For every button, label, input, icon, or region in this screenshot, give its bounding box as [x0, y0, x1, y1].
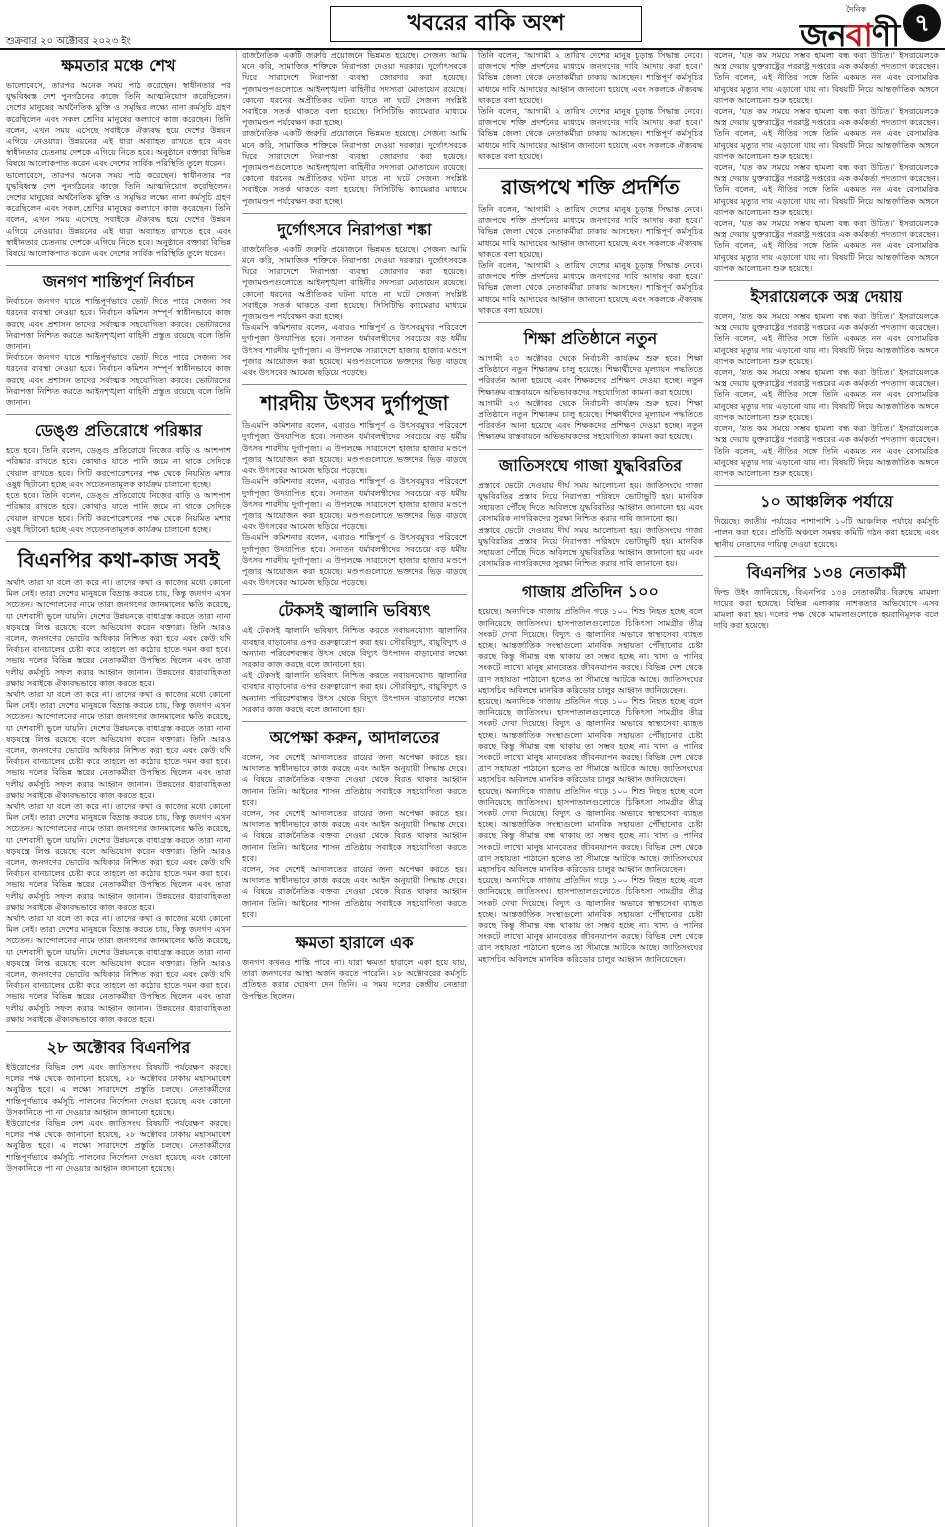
headline-17: বিএনপির ১৩৪ নেতাকর্মী: [746, 562, 907, 582]
article-12-body-cont: আগামী ২৩ অক্টোবর থেকে নির্বাচনী কার্যক্রম শুরু হবে। শিক্ষা প্রতিষ্ঠানে নতুন শিক্ষাক্রম চালু হয়েছে। শিক্ষার্থীদের মূল্যায়ন পদ্ধতিতে পরিবর্তন আনা হয়েছে এবং শিক্ষকদের প্রশিক্ষণ দেওয়া হচ্ছে। নতুন শিক্ষাক্রম বাস্তবায়নে অভিভাবকদের সহযোগিতা কামনা করা হয়েছে।: [478, 397, 703, 442]
section-title: খবরের বাকি অংশ: [330, 6, 642, 42]
article-11-body: তিনি বলেন, 'আগামী ২ তারিখ দেশের মানুষ চূড়ান্ত সিদ্ধান্ত নেবে। রাজপথে শক্তি প্রদর্শনের মাধ্যমে জনগণের দাবি আদায় করা হবে।' বিভিন্ন জেলা থেকে নেতাকর্মীরা ঢাকায় আসছেন। শান্তিপূর্ণ কর্মসূচির মাধ্যমে দাবি আদায়ের আহ্বান জানানো হয়েছে এবং সকলকে ঐক্যবদ্ধ থাকতে বলা হয়েছে।: [478, 204, 703, 259]
article-4-body: অর্থাৎ তারা যা বলে তা করে না। তাদের কথা ও কাজের মধ্যে কোনো মিল নেই। তারা দেশের মানুষকে বিভ্রান্ত করতে চায়, কিন্তু জনগণ এখন সচেতন। আন্দোলনের নামে তারা জনগণের জানমালের ক্ষতি করেছে, যা দেশবাসী ভুলে যায়নি। দেশের উন্নয়নকে বাধাগ্রস্ত করতে তারা নানা ষড়যন্ত্রে লিপ্ত রয়েছে বলে অভিযোগ করেন বক্তারা। তিনি আরও বলেন, জনগণের ভোটের অধিকার নিশ্চিত করা হবে এবং কেউ যদি নির্বাচন বানচালের চেষ্টা করে তাহলে তা কঠোর হাতে দমন করা হবে। সভায় দলের বিভিন্ন স্তরের নেতাকর্মীরা উপস্থিত ছিলেন এবং তারা দলীয় কর্মসূচি সফল করার আহ্বান জানান। উন্নয়নের ধারাবাহিকতা রক্ষায় সবাইকে ঐক্যবদ্ধভাবে কাজ করতে হবে।: [6, 576, 231, 688]
article-6-lead-cont: রাজনৈতিক একটি জরুরি প্রয়োজনে ভিন্নমত হয়েছে। সেজন্য আমি মনে করি, সামাজিক শক্তিকে নিরাপত্তা দেওয়া দরকার। দুর্গোৎসবকে ঘিরে সারাদেশে নিরাপত্তা ব্যবস্থা জোরদার করা হয়েছে। পূজামণ্ডপগুলোতে আইনশৃঙ্খলা বাহিনীর সদস্যরা মোতায়েন রয়েছে। কোনো ধরনের অপ্রীতিকর ঘটনা যাতে না ঘটে সেজন্য সংশ্লিষ্ট সবাইকে সতর্ক থাকতে বলা হয়েছে। সিসিটিভি ক্যামেরার মাধ্যমে পূজামণ্ডপ পর্যবেক্ষণ করা হচ্ছে।: [242, 128, 467, 206]
column-3: [478, 50, 703, 1527]
headline-12: শিক্ষা প্রতিষ্ঠানে নতুন: [523, 329, 658, 349]
page-header: [0, 0, 945, 54]
article-7-body: ডিএমপি কমিশনার বলেন, এবারও শান্তিপূর্ণ ও উৎসবমুখর পরিবেশে দুর্গাপূজা উদযাপিত হবে। সনাতন ধর্মাবলম্বীদের সবচেয়ে বড় ধর্মীয় উৎসব শারদীয় দুর্গাপূজা। এ উপলক্ষে সারাদেশে হাজার হাজার মণ্ডপে পূজার আয়োজন করা হয়েছে। মণ্ডপগুলোতে ভক্তদের ভিড় বাড়ছে এবং উৎসবের আমেজ ছড়িয়ে পড়েছে।: [242, 420, 467, 476]
article-4-body-cont2: অর্থাৎ তারা যা বলে তা করে না। তাদের কথা ও কাজের মধ্যে কোনো মিল নেই। তারা দেশের মানুষকে বিভ্রান্ত করতে চায়, কিন্তু জনগণ এখন সচেতন। আন্দোলনের নামে তারা জনগণের জানমালের ক্ষতি করেছে, যা দেশবাসী ভুলে যায়নি। দেশের উন্নয়নকে বাধাগ্রস্ত করতে তারা নানা ষড়যন্ত্রে লিপ্ত রয়েছে বলে অভিযোগ করেন বক্তারা। তিনি আরও বলেন, জনগণের ভোটের অধিকার নিশ্চিত করা হবে এবং কেউ যদি নির্বাচন বানচালের চেষ্টা করে তাহলে তা কঠোর হাতে দমন করা হবে। সভায় দলের বিভিন্ন স্তরের নেতাকর্মীরা উপস্থিত ছিলেন এবং তারা দলীয় কর্মসূচি সফল করার আহ্বান জানান। উন্নয়নের ধারাবাহিকতা রক্ষায় সবাইকে ঐক্যবদ্ধভাবে কাজ করতে হবে।: [6, 800, 231, 912]
headline-1: ক্ষমতার মঞ্চে শেখ: [61, 56, 176, 75]
column-1: [6, 50, 231, 1527]
article-7-body-cont2: ডিএমপি কমিশনার বলেন, এবারও শান্তিপূর্ণ ও উৎসবমুখর পরিবেশে দুর্গাপূজা উদযাপিত হবে। সনাতন ধর্মাবলম্বীদের সবচেয়ে বড় ধর্মীয় উৎসব শারদীয় দুর্গাপূজা। এ উপলক্ষে সারাদেশে হাজার হাজার মণ্ডপে পূজার আয়োজন করা হয়েছে। মণ্ডপগুলোতে ভক্তদের ভিড় বাড়ছে এবং উৎসবের আমেজ ছড়িয়ে পড়েছে।: [242, 532, 467, 588]
page-number-badge: ৭: [903, 4, 941, 42]
column-2: [242, 50, 467, 1527]
article-13-body-cont: প্রস্তাবে ভেটো দেওয়ায় দীর্ঘ সময় আলোচনা হয়। জাতিসংঘে গাজা যুদ্ধবিরতির প্রস্তাব নিয়ে নিরাপত্তা পরিষদে ভোটাভুটি হয়। মানবিক সহায়তা পৌঁছে দিতে অবিলম্বে যুদ্ধবিরতির আহ্বান জানানো হয় এবং বেসামরিক নাগরিকদের সুরক্ষা নিশ্চিত করার দাবি জানানো হয়।: [478, 524, 703, 569]
headline-2: জনগণ শান্তিপূর্ণ নির্বাচন: [42, 272, 195, 292]
article-16-body: দিয়েছে। জাতীয় পর্যায়ের পাশাপাশি ১০টি আঞ্চলিক পর্যায়ে কর্মসূচি পালন করা হবে। প্রতিটি অঞ্চলে সমন্বয় কমিটি গঠন করা হয়েছে এবং স্থানীয় নেতাদের দায়িত্ব দেওয়া হয়েছে।: [714, 516, 939, 549]
headline-16: ১০ আঞ্চলিক পর্যায়ে: [760, 492, 893, 512]
article-15-body: বলেন, 'যত কম সময়ে সম্ভব হামলা বন্ধ করা উচিত।' ইসরায়েলকে অস্ত্র দেয়ায় যুক্তরাষ্ট্রের পররাষ্ট্র দপ্তরের এক কর্মকর্তা পদত্যাগ করেছেন। তিনি বলেন, এই নীতির সঙ্গে তিনি একমত নন এবং বেসামরিক মানুষের মৃত্যুর দায় এড়ানো যায় না। বিষয়টি নিয়ে আন্তর্জাতিক অঙ্গনে ব্যাপক আলোচনা শুরু হয়েছে।: [714, 311, 939, 366]
headline-4: বিএনপির কথা-কাজ সবই: [17, 547, 220, 572]
headline-8: টেকসই জ্বালানি ভবিষ্যৎ: [278, 601, 431, 621]
headline-15: ইসরায়েলকে অস্ত্র দেয়ায়: [750, 287, 903, 307]
article-14-body: হয়েছে। অন্যদিকে গাজায় প্রতিদিন গড়ে ১০০ শিশু নিহত হচ্ছে বলে জানিয়েছে জাতিসংঘ। হাসপাতালগুলোতে চিকিৎসা সামগ্রীর তীব্র সংকট দেখা দিয়েছে। বিদ্যুৎ ও জ্বালানির অভাবে স্বাস্থ্যসেবা ব্যাহত হচ্ছে। আন্তর্জাতিক সংস্থাগুলো মানবিক সহায়তা পৌঁছানোর চেষ্টা করছে কিন্তু সীমান্ত বন্ধ থাকায় তা সম্ভব হচ্ছে না। খাদ্য ও পানির সংকটে লাখো মানুষ মানবেতর জীবনযাপন করছে। বিভিন্ন দেশ থেকে ত্রাণ সহায়তা পাঠানো হলেও তা সীমান্তে আটকে আছে। জাতিসংঘের মহাসচিব অবিলম্বে মানবিক করিডোর চালুর আহ্বান জানিয়েছেন।: [478, 606, 703, 695]
article-14-body-cont3: হয়েছে। অন্যদিকে গাজায় প্রতিদিন গড়ে ১০০ শিশু নিহত হচ্ছে বলে জানিয়েছে জাতিসংঘ। হাসপাতালগুলোতে চিকিৎসা সামগ্রীর তীব্র সংকট দেখা দিয়েছে। বিদ্যুৎ ও জ্বালানির অভাবে স্বাস্থ্যসেবা ব্যাহত হচ্ছে। আন্তর্জাতিক সংস্থাগুলো মানবিক সহায়তা পৌঁছানোর চেষ্টা করছে কিন্তু সীমান্ত বন্ধ থাকায় তা সম্ভব হচ্ছে না। খাদ্য ও পানির সংকটে লাখো মানুষ মানবেতর জীবনযাপন করছে। বিভিন্ন দেশ থেকে ত্রাণ সহায়তা পাঠানো হলেও তা সীমান্তে আটকে আছে। জাতিসংঘের মহাসচিব অবিলম্বে মানবিক করিডোর চালুর আহ্বান জানিয়েছেন।: [478, 875, 703, 964]
article-5-body: ইউরোপের বিভিন্ন দেশ এবং জাতিসংঘ বিষয়টি পর্যবেক্ষণ করছে। দলের পক্ষ থেকে জানানো হয়েছে, ২৮ অক্টোবর ঢাকায় মহাসমাবেশ অনুষ্ঠিত হবে। এ লক্ষ্যে সারাদেশে প্রস্তুতি চলছে। নেতাকর্মীদের শান্তিপূর্ণভাবে কর্মসূচি পালনের নির্দেশনা দেওয়া হয়েছে এবং কোনো উসকানিতে পা না দেওয়ার আহ্বান জানানো হয়েছে।: [6, 1062, 231, 1117]
article-6-body: রাজনৈতিক একটি জরুরি প্রয়োজনে ভিন্নমত হয়েছে। সেজন্য আমি মনে করি, সামাজিক শক্তিকে নিরাপত্তা দেওয়া দরকার। দুর্গোৎসবকে ঘিরে সারাদেশে নিরাপত্তা ব্যবস্থা জোরদার করা হয়েছে। পূজামণ্ডপগুলোতে আইনশৃঙ্খলা বাহিনীর সদস্যরা মোতায়েন রয়েছে। কোনো ধরনের অপ্রীতিকর ঘটনা যাতে না ঘটে সেজন্য সংশ্লিষ্ট সবাইকে সতর্ক থাকতে বলা হয়েছে। সিসিটিভি ক্যামেরার মাধ্যমে পূজামণ্ডপ পর্যবেক্ষণ করা হচ্ছে।: [242, 243, 467, 322]
headline-13: জাতিসংঘে গাজা যুদ্ধবিরতির: [498, 455, 683, 475]
column-divider: [472, 50, 473, 1527]
article-7-intro: ডিএমপি কমিশনার বলেন, এবারও শান্তিপূর্ণ ও উৎসবমুখর পরিবেশে দুর্গাপূজা উদযাপিত হবে। সনাতন ধর্মাবলম্বীদের সবচেয়ে বড় ধর্মীয় উৎসব শারদীয় দুর্গাপূজা। এ উপলক্ষে সারাদেশে হাজার হাজার মণ্ডপে পূজার আয়োজন করা হয়েছে। মণ্ডপগুলোতে ভক্তদের ভিড় বাড়ছে এবং উৎসবের আমেজ ছড়িয়ে পড়েছে।: [242, 322, 467, 378]
article-13-body: প্রস্তাবে ভেটো দেওয়ায় দীর্ঘ সময় আলোচনা হয়। জাতিসংঘে গাজা যুদ্ধবিরতির প্রস্তাব নিয়ে নিরাপত্তা পরিষদে ভোটাভুটি হয়। মানবিক সহায়তা পৌঁছে দিতে অবিলম্বে যুদ্ধবিরতির আহ্বান জানানো হয় এবং বেসামরিক নাগরিকদের সুরক্ষা নিশ্চিত করার দাবি জানানো হয়।: [478, 479, 703, 524]
column-4: [714, 50, 939, 1527]
article-14-body-cont: হয়েছে। অন্যদিকে গাজায় প্রতিদিন গড়ে ১০০ শিশু নিহত হচ্ছে বলে জানিয়েছে জাতিসংঘ। হাসপাতালগুলোতে চিকিৎসা সামগ্রীর তীব্র সংকট দেখা দিয়েছে। বিদ্যুৎ ও জ্বালানির অভাবে স্বাস্থ্যসেবা ব্যাহত হচ্ছে। আন্তর্জাতিক সংস্থাগুলো মানবিক সহায়তা পৌঁছানোর চেষ্টা করছে কিন্তু সীমান্ত বন্ধ থাকায় তা সম্ভব হচ্ছে না। খাদ্য ও পানির সংকটে লাখো মানুষ মানবেতর জীবনযাপন করছে। বিভিন্ন দেশ থেকে ত্রাণ সহায়তা পাঠানো হলেও তা সীমান্তে আটকে আছে। জাতিসংঘের মহাসচিব অবিলম্বে মানবিক করিডোর চালুর আহ্বান জানিয়েছেন।: [478, 695, 703, 785]
column-divider: [708, 50, 709, 1527]
article-14-body-cont2: হয়েছে। অন্যদিকে গাজায় প্রতিদিন গড়ে ১০০ শিশু নিহত হচ্ছে বলে জানিয়েছে জাতিসংঘ। হাসপাতালগুলোতে চিকিৎসা সামগ্রীর তীব্র সংকট দেখা দিয়েছে। বিদ্যুৎ ও জ্বালানির অভাবে স্বাস্থ্যসেবা ব্যাহত হচ্ছে। আন্তর্জাতিক সংস্থাগুলো মানবিক সহায়তা পৌঁছানোর চেষ্টা করছে কিন্তু সীমান্ত বন্ধ থাকায় তা সম্ভব হচ্ছে না। খাদ্য ও পানির সংকটে লাখো মানুষ মানবেতর জীবনযাপন করছে। বিভিন্ন দেশ থেকে ত্রাণ সহায়তা পাঠানো হলেও তা সীমান্তে আটকে আছে। জাতিসংঘের মহাসচিব অবিলম্বে মানবিক করিডোর চালুর আহ্বান জানিয়েছেন।: [478, 785, 703, 874]
headline-14: গাজায় প্রতিদিন ১০০: [522, 582, 659, 602]
logo-part-3: াণী: [871, 16, 900, 54]
article-4-body-cont: অর্থাৎ তারা যা বলে তা করে না। তাদের কথা ও কাজের মধ্যে কোনো মিল নেই। তারা দেশের মানুষকে বিভ্রান্ত করতে চায়, কিন্তু জনগণ এখন সচেতন। আন্দোলনের নামে তারা জনগণের জানমালের ক্ষতি করেছে, যা দেশবাসী ভুলে যায়নি। দেশের উন্নয়নকে বাধাগ্রস্ত করতে তারা নানা ষড়যন্ত্রে লিপ্ত রয়েছে বলে অভিযোগ করেন বক্তারা। তিনি আরও বলেন, জনগণের ভোটের অধিকার নিশ্চিত করা হবে এবং কেউ যদি নির্বাচন বানচালের চেষ্টা করে তাহলে তা কঠোর হাতে দমন করা হবে। সভায় দলের বিভিন্ন স্তরের নেতাকর্মীরা উপস্থিত ছিলেন এবং তারা দলীয় কর্মসূচি সফল করার আহ্বান জানান। উন্নয়নের ধারাবাহিকতা রক্ষায় সবাইকে ঐক্যবদ্ধভাবে কাজ করতে হবে।: [6, 688, 231, 800]
headline-9: অপেক্ষা করুন, আদালতের: [269, 727, 440, 747]
article-15-lead-cont2: বলেন, 'যত কম সময়ে সম্ভব হামলা বন্ধ করা উচিত।' ইসরায়েলকে অস্ত্র দেয়ায় যুক্তরাষ্ট্রের পররাষ্ট্র দপ্তরের এক কর্মকর্তা পদত্যাগ করেছেন। তিনি বলেন, এই নীতির সঙ্গে তিনি একমত নন এবং বেসামরিক মানুষের মৃত্যুর দায় এড়ানো যায় না। বিষয়টি নিয়ে আন্তর্জাতিক অঙ্গনে ব্যাপক আলোচনা শুরু হয়েছে।: [714, 162, 939, 217]
article-1-body-cont: ভালোবেসে, তারপর অনেক সময় পাঠ করেছেন। স্বাধীনতার পর যুদ্ধবিধ্বস্ত দেশ পুনর্গঠনের কাজে তিনি আত্মনিয়োগ করেছিলেন। দেশের মানুষের অর্থনৈতিক মুক্তি ও সমৃদ্ধির লক্ষ্যে নানা কর্মসূচি গ্রহণ করেছিলেন এবং সকল শ্রেণির মানুষের কল্যাণে কাজ করেছেন। তিনি বলেন, এখন সময় এসেছে সবাইকে ঐক্যবদ্ধ হয়ে দেশের উন্নয়ন এগিয়ে নেওয়ার। উন্নয়নের এই ধারা অব্যাহত রাখতে হবে এবং স্বাধীনতার চেতনায় দেশকে এগিয়ে নিতে হবে। অনুষ্ঠানে বক্তারা বিভিন্ন বিষয়ে আলোকপাত করেন এবং দেশের সার্বিক পরিস্থিতি তুলে ধরেন।: [6, 169, 231, 259]
article-15-lead: বলেন, 'যত কম সময়ে সম্ভব হামলা বন্ধ করা উচিত।' ইসরায়েলকে অস্ত্র দেয়ায় যুক্তরাষ্ট্রের পররাষ্ট্র দপ্তরের এক কর্মকর্তা পদত্যাগ করেছেন। তিনি বলেন, এই নীতির সঙ্গে তিনি একমত নন এবং বেসামরিক মানুষের মৃত্যুর দায় এড়ানো যায় না। বিষয়টি নিয়ে আন্তর্জাতিক অঙ্গনে ব্যাপক আলোচনা শুরু হয়েছে।: [714, 50, 939, 105]
article-4-body-cont3: অর্থাৎ তারা যা বলে তা করে না। তাদের কথা ও কাজের মধ্যে কোনো মিল নেই। তারা দেশের মানুষকে বিভ্রান্ত করতে চায়, কিন্তু জনগণ এখন সচেতন। আন্দোলনের নামে তারা জনগণের জানমালের ক্ষতি করেছে, যা দেশবাসী ভুলে যায়নি। দেশের উন্নয়নকে বাধাগ্রস্ত করতে তারা নানা ষড়যন্ত্রে লিপ্ত রয়েছে বলে অভিযোগ করেন বক্তারা। তিনি আরও বলেন, জনগণের ভোটের অধিকার নিশ্চিত করা হবে এবং কেউ যদি নির্বাচন বানচালের চেষ্টা করে তাহলে তা কঠোর হাতে দমন করা হবে। সভায় দলের বিভিন্ন স্তরের নেতাকর্মীরা উপস্থিত ছিলেন এবং তারা দলীয় কর্মসূচি সফল করার আহ্বান জানান। উন্নয়নের ধারাবাহিকতা রক্ষায় সবাইকে ঐক্যবদ্ধভাবে কাজ করতে হবে।: [6, 913, 231, 1024]
issue-date: শুক্রবার ২০ অক্টোবর ২০২৩ ইং: [6, 36, 131, 47]
headline-7: শারদীয় উৎসব দুর্গাপূজা: [260, 391, 449, 416]
article-15-body-cont: বলেন, 'যত কম সময়ে সম্ভব হামলা বন্ধ করা উচিত।' ইসরায়েলকে অস্ত্র দেয়ায় যুক্তরাষ্ট্রের পররাষ্ট্র দপ্তরের এক কর্মকর্তা পদত্যাগ করেছেন। তিনি বলেন, এই নীতির সঙ্গে তিনি একমত নন এবং বেসামরিক মানুষের মৃত্যুর দায় এড়ানো যায় না। বিষয়টি নিয়ে আন্তর্জাতিক অঙ্গনে ব্যাপক আলোচনা শুরু হয়েছে।: [714, 367, 939, 422]
headline-3: ডেঙ্গু প্রতিরোধে পরিষ্কার: [34, 421, 203, 441]
article-17-body: ফিল্ড উইং জানিয়েছে, বিএনপির ১৩৪ নেতাকর্মীর বিরুদ্ধে মামলা দায়ের করা হয়েছে। বিভিন্ন এলাকায় নাশকতার অভিযোগে এসব মামলা করা হয়। দলের পক্ষ থেকে মামলাগুলোকে হয়রানিমূলক বলে দাবি করা হয়েছে।: [714, 586, 939, 631]
article-10-body: জনগণ কখনও শান্তি পাবে না। যারা ক্ষমতা হারালে একা হয়ে যায়, তারা জনগণের আস্থা অর্জন করতে পারেনি। ২৮ অক্টোবরের কর্মসূচি প্রতিহত করার ঘোষণা দেন তিনি। এ সময় দলের কেন্দ্রীয় নেতারা উপস্থিত ছিলেন।: [242, 957, 467, 1001]
headline-11: রাজপথে শক্তি প্রদর্শিত: [501, 175, 680, 200]
article-3-body-cont: হতে হবে। তিনি বলেন, ডেঙ্গু প্রতিরোধে নিজের বাড়ি ও আশপাশ পরিষ্কার রাখতে হবে। কোথাও যাতে পানি জমে না থাকে সেদিকে খেয়াল রাখতে হবে। সিটি করপোরেশনের পক্ষ থেকে নিয়মিত মশার ওষুধ ছিটানো হচ্ছে এবং সচেতনতামূলক কার্যক্রম চালানো হচ্ছে।: [6, 490, 231, 534]
article-11-lead: তিনি বলেন, 'আগামী ২ তারিখ দেশের মানুষ চূড়ান্ত সিদ্ধান্ত নেবে। রাজপথে শক্তি প্রদর্শনের মাধ্যমে জনগণের দাবি আদায় করা হবে।' বিভিন্ন জেলা থেকে নেতাকর্মীরা ঢাকায় আসছেন। শান্তিপূর্ণ কর্মসূচির মাধ্যমে দাবি আদায়ের আহ্বান জানানো হয়েছে এবং সকলকে ঐক্যবদ্ধ থাকতে বলা হয়েছে।: [478, 50, 703, 105]
article-1-body: ভালোবেসে, তারপর অনেক সময় পাঠ করেছেন। স্বাধীনতার পর যুদ্ধবিধ্বস্ত দেশ পুনর্গঠনের কাজে তিনি আত্মনিয়োগ করেছিলেন। দেশের মানুষের অর্থনৈতিক মুক্তি ও সমৃদ্ধির লক্ষ্যে নানা কর্মসূচি গ্রহণ করেছিলেন এবং সকল শ্রেণির মানুষের কল্যাণে কাজ করেছেন। তিনি বলেন, এখন সময় এসেছে সবাইকে ঐক্যবদ্ধ হয়ে দেশের উন্নয়ন এগিয়ে নেওয়ার। উন্নয়নের এই ধারা অব্যাহত রাখতে হবে এবং স্বাধীনতার চেতনায় দেশকে এগিয়ে নিতে হবে। অনুষ্ঠানে বক্তারা বিভিন্ন বিষয়ে আলোকপাত করেন এবং দেশের সার্বিক পরিস্থিতি তুলে ধরেন।: [6, 80, 231, 169]
article-8-body-cont: এই টেকসই জ্বালানি ভবিষ্যৎ নিশ্চিত করতে নবায়নযোগ্য জ্বালানির ব্যবহার বাড়ানোর ওপর গুরুত্বারোপ করা হয়। সৌরবিদ্যুৎ, বায়ুবিদ্যুৎ ও অন্যান্য পরিবেশবান্ধব উৎস থেকে বিদ্যুৎ উৎপাদন বাড়ানোর লক্ষ্যে সরকার কাজ করছে বলে জানানো হয়।: [242, 670, 467, 714]
article-15-lead-cont: বলেন, 'যত কম সময়ে সম্ভব হামলা বন্ধ করা উচিত।' ইসরায়েলকে অস্ত্র দেয়ায় যুক্তরাষ্ট্রের পররাষ্ট্র দপ্তরের এক কর্মকর্তা পদত্যাগ করেছেন। তিনি বলেন, এই নীতির সঙ্গে তিনি একমত নন এবং বেসামরিক মানুষের মৃত্যুর দায় এড়ানো যায় না। বিষয়টি নিয়ে আন্তর্জাতিক অঙ্গনে ব্যাপক আলোচনা শুরু হয়েছে।: [714, 106, 939, 161]
article-5-body-cont: ইউরোপের বিভিন্ন দেশ এবং জাতিসংঘ বিষয়টি পর্যবেক্ষণ করছে। দলের পক্ষ থেকে জানানো হয়েছে, ২৮ অক্টোবর ঢাকায় মহাসমাবেশ অনুষ্ঠিত হবে। এ লক্ষ্যে সারাদেশে প্রস্তুতি চলছে। নেতাকর্মীদের শান্তিপূর্ণভাবে কর্মসূচি পালনের নির্দেশনা দেওয়া হয়েছে এবং কোনো উসকানিতে পা না দেওয়ার আহ্বান জানানো হয়েছে।: [6, 1118, 231, 1173]
column-divider: [236, 50, 237, 1527]
headline-5: ২৮ অক্টোবর বিএনপির: [46, 1038, 191, 1058]
article-11-lead-cont: তিনি বলেন, 'আগামী ২ তারিখ দেশের মানুষ চূড়ান্ত সিদ্ধান্ত নেবে। রাজপথে শক্তি প্রদর্শনের মাধ্যমে জনগণের দাবি আদায় করা হবে।' বিভিন্ন জেলা থেকে নেতাকর্মীরা ঢাকায় আসছেন। শান্তিপূর্ণ কর্মসূচির মাধ্যমে দাবি আদায়ের আহ্বান জানানো হয়েছে এবং সকলকে ঐক্যবদ্ধ থাকতে বলা হয়েছে।: [478, 106, 703, 161]
article-15-lead-cont3: বলেন, 'যত কম সময়ে সম্ভব হামলা বন্ধ করা উচিত।' ইসরায়েলকে অস্ত্র দেয়ায় যুক্তরাষ্ট্রের পররাষ্ট্র দপ্তরের এক কর্মকর্তা পদত্যাগ করেছেন। তিনি বলেন, এই নীতির সঙ্গে তিনি একমত নন এবং বেসামরিক মানুষের মৃত্যুর দায় এড়ানো যায় না। বিষয়টি নিয়ে আন্তর্জাতিক অঙ্গনে ব্যাপক আলোচনা শুরু হয়েছে।: [714, 218, 939, 273]
logo-part-2: ব: [845, 16, 872, 54]
logo-prefix: দৈনিক: [846, 5, 867, 14]
article-11-body-cont: তিনি বলেন, 'আগামী ২ তারিখ দেশের মানুষ চূড়ান্ত সিদ্ধান্ত নেবে। রাজপথে শক্তি প্রদর্শনের মাধ্যমে জনগণের দাবি আদায় করা হবে।' বিভিন্ন জেলা থেকে নেতাকর্মীরা ঢাকায় আসছেন। শান্তিপূর্ণ কর্মসূচির মাধ্যমে দাবি আদায়ের আহ্বান জানানো হয়েছে এবং সকলকে ঐক্যবদ্ধ থাকতে বলা হয়েছে।: [478, 260, 703, 315]
article-9-body-cont2: বলেন, সব দেশেই আদালতের রায়ের জন্য অপেক্ষা করতে হয়। আদালত স্বাধীনভাবে কাজ করছে এবং আইন অনুযায়ী সিদ্ধান্ত দেবে। এ বিষয়ে রাজনৈতিক বক্তব্য দেওয়া থেকে বিরত থাকার আহ্বান জানান তিনি। আইনের শাসন প্রতিষ্ঠায় সবাইকে সহযোগিতা করতে হবে।: [242, 863, 467, 919]
article-7-body-cont: ডিএমপি কমিশনার বলেন, এবারও শান্তিপূর্ণ ও উৎসবমুখর পরিবেশে দুর্গাপূজা উদযাপিত হবে। সনাতন ধর্মাবলম্বীদের সবচেয়ে বড় ধর্মীয় উৎসব শারদীয় দুর্গাপূজা। এ উপলক্ষে সারাদেশে হাজার হাজার মণ্ডপে পূজার আয়োজন করা হয়েছে। মণ্ডপগুলোতে ভক্তদের ভিড় বাড়ছে এবং উৎসবের আমেজ ছড়িয়ে পড়েছে।: [242, 476, 467, 532]
article-2-body: নির্বাচনে জনগণ যাতে শান্তিপূর্ণভাবে ভোট দিতে পারে সেজন্য সব ধরনের ব্যবস্থা নেওয়া হবে। নির্বাচন কমিশন সম্পূর্ণ স্বাধীনভাবে কাজ করছে এবং প্রশাসন তাদের সর্বাত্মক সহযোগিতা করবে। ভোটারদের নিরাপত্তা নিশ্চিত করতে আইনশৃঙ্খলা বাহিনী প্রস্তুত রয়েছে বলে তিনি জানান।: [6, 296, 231, 352]
article-3-body: হতে হবে। তিনি বলেন, ডেঙ্গু প্রতিরোধে নিজের বাড়ি ও আশপাশ পরিষ্কার রাখতে হবে। কোথাও যাতে পানি জমে না থাকে সেদিকে খেয়াল রাখতে হবে। সিটি করপোরেশনের পক্ষ থেকে নিয়মিত মশার ওষুধ ছিটানো হচ্ছে এবং সচেতনতামূলক কার্যক্রম চালানো হচ্ছে।: [6, 445, 231, 489]
article-12-body: আগামী ২৩ অক্টোবর থেকে নির্বাচনী কার্যক্রম শুরু হবে। শিক্ষা প্রতিষ্ঠানে নতুন শিক্ষাক্রম চালু হয়েছে। শিক্ষার্থীদের মূল্যায়ন পদ্ধতিতে পরিবর্তন আনা হয়েছে এবং শিক্ষকদের প্রশিক্ষণ দেওয়া হচ্ছে। নতুন শিক্ষাক্রম বাস্তবায়নে অভিভাবকদের সহযোগিতা কামনা করা হয়েছে।: [478, 353, 703, 397]
logo-part-1: জন: [800, 16, 846, 54]
article-15-body-cont2: বলেন, 'যত কম সময়ে সম্ভব হামলা বন্ধ করা উচিত।' ইসরায়েলকে অস্ত্র দেয়ায় যুক্তরাষ্ট্রের পররাষ্ট্র দপ্তরের এক কর্মকর্তা পদত্যাগ করেছেন। তিনি বলেন, এই নীতির সঙ্গে তিনি একমত নন এবং বেসামরিক মানুষের মৃত্যুর দায় এড়ানো যায় না। বিষয়টি নিয়ে আন্তর্জাতিক অঙ্গনে ব্যাপক আলোচনা শুরু হয়েছে।: [714, 423, 939, 478]
article-6-lead: রাজনৈতিক একটি জরুরি প্রয়োজনে ভিন্নমত হয়েছে। সেজন্য আমি মনে করি, সামাজিক শক্তিকে নিরাপত্তা দেওয়া দরকার। দুর্গোৎসবকে ঘিরে সারাদেশে নিরাপত্তা ব্যবস্থা জোরদার করা হয়েছে। পূজামণ্ডপগুলোতে আইনশৃঙ্খলা বাহিনীর সদস্যরা মোতায়েন রয়েছে। কোনো ধরনের অপ্রীতিকর ঘটনা যাতে না ঘটে সেজন্য সংশ্লিষ্ট সবাইকে সতর্ক থাকতে বলা হয়েছে। সিসিটিভি ক্যামেরার মাধ্যমে পূজামণ্ডপ পর্যবেক্ষণ করা হচ্ছে।: [242, 50, 467, 128]
headline-6: দুর্গোৎসবে নিরাপত্তা শঙ্কা: [277, 219, 432, 239]
article-9-body-cont: বলেন, সব দেশেই আদালতের রায়ের জন্য অপেক্ষা করতে হয়। আদালত স্বাধীনভাবে কাজ করছে এবং আইন অনুযায়ী সিদ্ধান্ত দেবে। এ বিষয়ে রাজনৈতিক বক্তব্য দেওয়া থেকে বিরত থাকার আহ্বান জানান তিনি। আইনের শাসন প্রতিষ্ঠায় সবাইকে সহযোগিতা করতে হবে।: [242, 807, 467, 863]
article-9-body: বলেন, সব দেশেই আদালতের রায়ের জন্য অপেক্ষা করতে হয়। আদালত স্বাধীনভাবে কাজ করছে এবং আইন অনুযায়ী সিদ্ধান্ত দেবে। এ বিষয়ে রাজনৈতিক বক্তব্য দেওয়া থেকে বিরত থাকার আহ্বান জানান তিনি। আইনের শাসন প্রতিষ্ঠায় সবাইকে সহযোগিতা করতে হবে।: [242, 751, 467, 807]
article-8-body: এই টেকসই জ্বালানি ভবিষ্যৎ নিশ্চিত করতে নবায়নযোগ্য জ্বালানির ব্যবহার বাড়ানোর ওপর গুরুত্বারোপ করা হয়। সৌরবিদ্যুৎ, বায়ুবিদ্যুৎ ও অন্যান্য পরিবেশবান্ধব উৎস থেকে বিদ্যুৎ উৎপাদন বাড়ানোর লক্ষ্যে সরকার কাজ করছে বলে জানানো হয়।: [242, 625, 467, 669]
article-2-body-cont: নির্বাচনে জনগণ যাতে শান্তিপূর্ণভাবে ভোট দিতে পারে সেজন্য সব ধরনের ব্যবস্থা নেওয়া হবে। নির্বাচন কমিশন সম্পূর্ণ স্বাধীনভাবে কাজ করছে এবং প্রশাসন তাদের সর্বাত্মক সহযোগিতা করবে। ভোটারদের নিরাপত্তা নিশ্চিত করতে আইনশৃঙ্খলা বাহিনী প্রস্তুত রয়েছে বলে তিনি জানান।: [6, 352, 231, 408]
headline-10: ক্ষমতা হারালে এক: [295, 933, 414, 952]
